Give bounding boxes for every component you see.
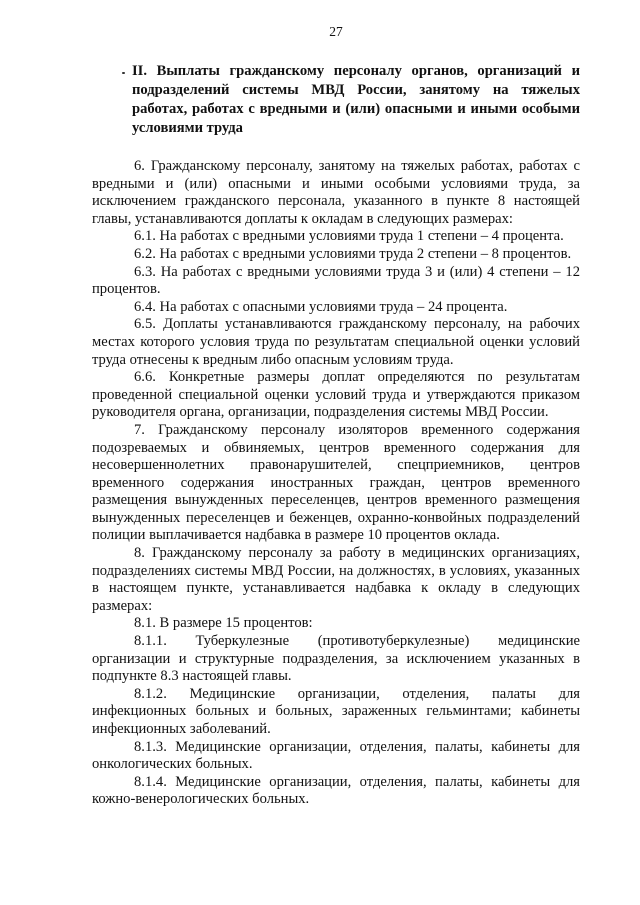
- document-page: [92, 24, 580, 809]
- page-number: 27: [329, 24, 343, 39]
- paragraph-8-1-2: 8.1.2. Медицинские организации, отделения, палаты для инфекционных больных и больных, зараженных гельминтами; кабинеты инфекционных заболеваний.: [92, 685, 580, 737]
- ink-mark: [122, 72, 125, 74]
- paragraph-8-1-3: 8.1.3. Медицинские организации, отделения, палаты, кабинеты для онкологических больных.: [92, 738, 580, 773]
- section-heading: [132, 62, 580, 138]
- paragraph-6-2: 6.2. На работах с вредными условиями труда 2 степени – 8 процентов.: [134, 245, 572, 262]
- section-heading-text: II. Выплаты гражданскому персоналу органов, организаций и подразделений системы МВД России, занятому на тяжелых работах, работах с вредными и (или) опасными и иными особыми условиями труда: [132, 63, 580, 136]
- paragraph-8-1-4: 8.1.4. Медицинские организации, отделения, палаты, кабинеты для кожно-венерологических больных.: [92, 773, 580, 808]
- paragraph-7: 7. Гражданскому персоналу изоляторов временного содержания подозреваемых и обвиняемых, центров временного содержания для несовершеннолетних правонарушителей, спецприемников, центров временного содержания иностранных граждан, центров временного размещения вынужденных переселенцев, центров временного размещения вынужденных переселенцев и беженцев, охранно-конвойных подразделений полиции выплачивается надбавка в размере 10 процентов оклада.: [92, 421, 580, 544]
- paragraph-6-1: 6.1. На работах с вредными условиями труда 1 степени – 4 процента.: [134, 228, 564, 245]
- paragraph-6: 6. Гражданскому персоналу, занятому на тяжелых работах, работах с вредными и (или) опасными и иными особыми условиями труда, за исключением гражданского персонала, указанного в пункте 8 настоящей главы, устанавливаются доплаты к окладам в следующих размерах:: [92, 158, 580, 227]
- paragraph-6-4: 6.4. На работах с опасными условиями труда – 24 процента.: [134, 298, 508, 315]
- paragraph-8-1-1: 8.1.1. Туберкулезные (противотуберкулезные) медицинские организации и структурные подразделения, за исключением указанных в подпункте 8.3 настоящей главы.: [92, 633, 580, 685]
- paragraph-6-6: 6.6. Конкретные размеры доплат определяются по результатам проведенной специальной оценки условий труда и утверждаются приказом руководителя органа, организации, подразделения системы МВД России.: [92, 369, 580, 421]
- paragraph-6-3: 6.3. На работах с вредными условиями труда 3 и (или) 4 степени – 12 процентов.: [92, 263, 580, 298]
- paragraph-6-5: 6.5. Доплаты устанавливаются гражданскому персоналу, на рабочих местах которого условия труда по результатам специальной оценки условий труда отнесены к вредным либо опасным условиям труда.: [92, 316, 580, 368]
- paragraph-8-1: 8.1. В размере 15 процентов:: [134, 615, 313, 632]
- paragraph-8: 8. Гражданскому персоналу за работу в медицинских организациях, подразделениях системы МВД России, на должностях, в условиях, указанных в настоящем пункте, устанавливается надбавка к окладу в следующих размерах:: [92, 545, 580, 614]
